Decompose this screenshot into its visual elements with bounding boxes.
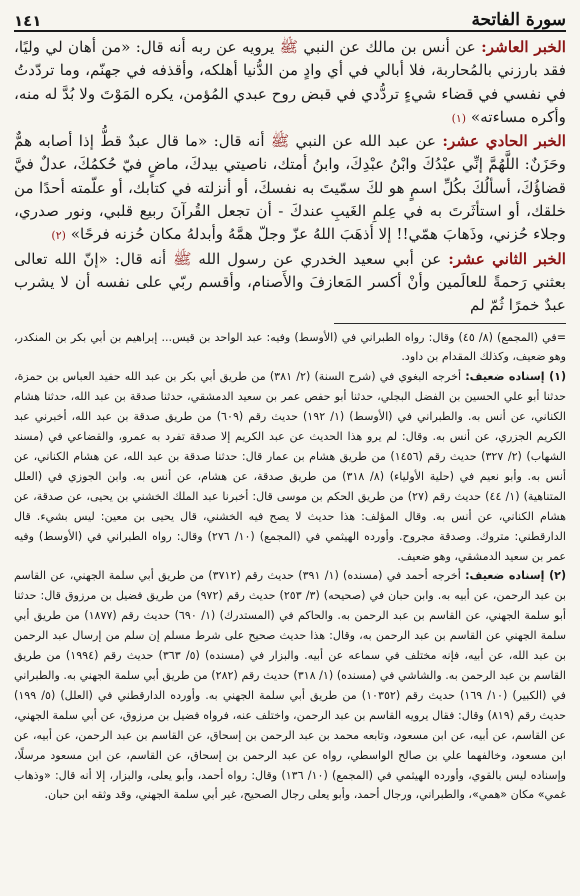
salla-glyph: ﷺ (279, 38, 299, 56)
footnote-separator (334, 323, 566, 324)
hadith-paragraph (14, 248, 566, 318)
surah-title: سورة الفاتحة (471, 10, 566, 30)
footnote-2 (14, 566, 566, 805)
hadith-intro: عن أنس بن مالك عن النبي (303, 38, 476, 56)
hadith-lead: يرويه عن ربه أنه قال: (135, 38, 275, 56)
page-header (14, 6, 566, 32)
main-text (14, 36, 566, 318)
footnote-1-body: أخرجه البغوي في (شرح السنة) (٢/ ٣٨١) من طريق أبي بكر بن عبد الله حفيد العباس بن حمزة، حدثنا أبو علي الحسين بن الفضل البجلي، حدثنا أبو حفص عمر بن سعيد الدمشقي، حدثنا صدقة بن عبد الله، حدثنا هشام الكناني، عن أنس به. والطبراني في (الأوسط) (١/ ١٩٢) حديث رقم (٦٠٩) من طريق صدقة بن عبد الله، أخبرني عبد الكريم الجزري، عن أنس به. وقال: لم يرو هذا الحديث عن عبد الكريم إلا صدقة تفرد به عمرو، والقضاعي في (مسند الشهاب) (٢/ ٣٢٧) حديث رقم (١٤٥٦) من طريق هشام بن عمار قال: حدثنا صدقة بن عبد الله، عن هشام الكناني، عن أنس به. وأبو نعيم في (حلية الأولياء) (٨/ ٣١٨) من طريق صدقة، عن هشام، عن أنس به. وابن الجوزي في (العلل المتناهية) (١/ ٤٤) حديث رقم (٢٧) من طريق الحكم بن موسى قال: أخبرنا عبد الملك الخشني بن يحيى، عن صدقة، عن هشام الكناني، عن أنس به. وقال المؤلف: هذا حديث لا يصح فيه الخشني، قال يحيى بن معين: ليس بشيء. قال الدارقطني: متروك. وصدقة مجروح. وأورده الهيثمي في (المجمع) (١٠/ ٢٧٦) وقال: رواه الطبراني في (الأوسط) وفيه عمر بن سعيد الدمشقي، وهو ضعيف. (14, 370, 567, 563)
footnotes (14, 328, 566, 806)
salla-glyph: ﷺ (270, 132, 290, 151)
footnote-ref: (١) (451, 111, 467, 125)
hadith-paragraph (14, 36, 566, 130)
hadith-lead: أنه قال: (114, 249, 167, 268)
hadith-paragraph (14, 130, 566, 247)
footnote-continuation: =في (المجمع) (٨/ ٤٥) وقال: رواه الطبراني في (الأوسط) وفيه: عبد الواحد بن قيس... إبراهيم بن أبي بكر بن المنكدر، وهو ضعيف، وكذلك المقدام بن داود. (14, 330, 566, 364)
footnote-1-head: (١) إسناده ضعيف: (465, 370, 567, 384)
page-number: ١٤١ (14, 12, 42, 30)
footnote-2-head: (٢) إسناده ضعيف: (465, 569, 567, 583)
hadith-label: الخبر العاشر: (481, 38, 567, 56)
hadith-text: «من أهان لي وليًا، فقد بارزني بالمُحاربة، فلا أبالي في أي وادٍ من الدُّنيا أهلكه، وأقذفه في جهنّم، وما تردّدتُ في نفسي في قضاء شيءٍ تردُّدي في قبض روح عبدي المُؤمن، يكره المَوْتَ ولا بُدَّ له منه، وأكره مساءته» (14, 38, 566, 126)
hadith-lead: أنه قال: (213, 132, 265, 151)
hadith-label: الخبر الثاني عشر: (448, 249, 567, 268)
hadith-label: الخبر الحادي عشر: (442, 132, 567, 151)
salla-glyph: ﷺ (173, 249, 192, 268)
hadith-intro: عن عبد الله عن النبي (295, 132, 437, 151)
hadith-text: «ما قال عبدٌ قطُّ إذا أصابه همٌّ وحَزَنٌ: اللَّهُمَّ إنِّي عبْدُكَ وابْنُ عبْدِكَ، وابنُ أمتك، ناصيتي بيدكَ، ماضٍ فيّ حُكمُكَ، عدلٌ فيَّ قضاؤُكَ، أسألُكَ بكُلِّ اسمٍ هو لكَ سمّيتَ به نفسكَ، أو أنزلته في كتابك، أو علّمته أحدًا من خلقك، أو استأثَرتَ به في عِلمِ الغَيبِ عندكَ - أن تجعل القُرآنَ ربيع قلبي، ونور صدري، وجلاء حُزني، وذَهابَ همّي!! إلا أذهَبَ اللهُ عزّ وجلّ همَّهُ وأبدلهُ مكان حُزنه فرحًا» (14, 132, 566, 244)
footnote-ref: (٢) (51, 229, 66, 243)
footnote-2-body: أخرجه أحمد في (مسنده) (١/ ٣٩١) حديث رقم (٣٧١٢) من طريق أبي سلمة الجهني، عن القاسم بن عبد الرحمن، عن أبيه به. وابن حبان في (صحيحه) (٣/ ٢٥٣) حديث رقم (٩٧٢) من طريق فضيل بن مرزوق قال: حدثنا أبو سلمة الجهني، عن القاسم بن عبد الرحمن به. والحاكم في (المستدرك) (١/ ٦٩٠) حديث رقم (١٨٧٧) من طريق أبي سلمة الجهني عن القاسم بن عبد الرحمن به، وقال: هذا حديث صحيح على شرط مسلم إن سلم من إرسال عبد الرحمن بن عبد الله، عن أبيه، فإنه مختلف في سماعه عن أبيه. والبزار في (مسنده) (٥/ ٣٦٣) حديث رقم (١٩٩٤) من طريق القاسم بن عبد الرحمن به. والشاشي في (مسنده) (١/ ٣١٨) حديث رقم (٢٨٢) من طريق أبي سلمة الجهني به. والطبراني في (الكبير) (١٠/ ١٦٩) حديث رقم (١٠٣٥٢) من طريق أبي سلمة الجهني به. وأورده الدارقطني في (العلل) (٥/ ١٩٩) حديث رقم (٨١٩) وقال: فقال يرويه القاسم بن عبد الرحمن، واختلف عنه، فرواه فضيل بن مرزوق، عن أبي سلمة الجهني، عن القاسم، عن أبيه، عن ابن مسعود، وتابعه محمد بن عبد الرحمن بن إسحاق، عن القاسم بن عبد الرحمن، عن أبيه، عن ابن مسعود، وخالفهما علي بن صالح الواسطي، رواه عن عبد الرحمن بن إسحاق، عن القاسم، عن ابن مسعود مرسلًا، وإسناده ليس بالقوي، وأورده الهيثمي في (المجمع) (١٠/ ١٣٦) وقال: رواه أحمد، وأبو يعلى، والبزار، إلا أنه قال: «وذهاب غمي» مكان «همي»، والطبراني، ورجال أحمد، وأبو يعلى رجال الصحيح، غير أبي سلمة الجهني، وقد وثقه ابن حبان. (14, 569, 567, 802)
hadith-text: «إنّ الله تعالى بعثني رَحمةً للعالَمين وأنْ أكسر المَعازفَ والأَصنام، وأقسم ربّي على نفسه أن لا يشرب عبدٌ خمرًا ثُمّ لم (14, 249, 566, 315)
footnote-1 (14, 367, 566, 566)
hadith-intro: عن أبي سعيد الخدري عن رسول الله (198, 249, 442, 268)
